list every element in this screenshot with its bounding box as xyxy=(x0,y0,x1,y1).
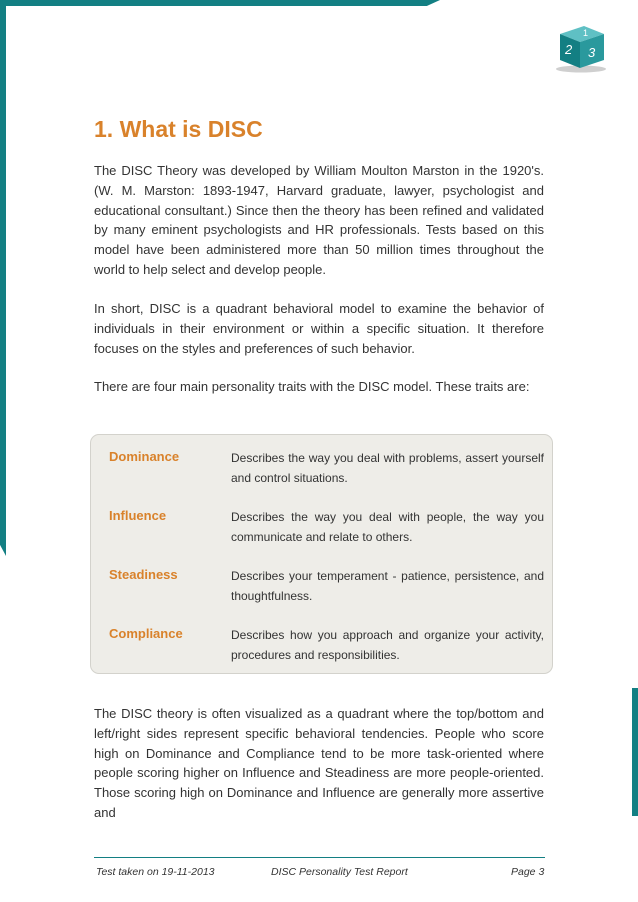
traits-intro-paragraph: There are four main personality traits with the DISC model. These traits are: xyxy=(94,379,530,394)
footer-test-date: Test taken on 19-11-2013 xyxy=(96,866,215,878)
dice-icon xyxy=(552,22,610,74)
footer-divider xyxy=(94,857,545,858)
trait-name: Compliance xyxy=(109,626,183,641)
trait-name: Influence xyxy=(109,508,167,523)
right-accent-bar xyxy=(632,688,638,816)
quadrant-paragraph: The DISC theory is often visualized as a quadrant where the top/bottom and left/right sides represent specific behavioral tendencies. People who score high on Dominance and Compliance tend to be more task-oriented where people scoring higher on Influence and Steadiness are more people-oriented. Those scoring high on Dominance and Influence are generally more assertive and xyxy=(94,706,544,820)
svg-text:1: 1 xyxy=(583,28,589,38)
svg-text:2: 2 xyxy=(565,42,573,57)
footer-report-title: DISC Personality Test Report xyxy=(271,866,408,878)
top-accent-bar xyxy=(0,0,440,6)
summary-paragraph: In short, DISC is a quadrant behavioral model to examine the behavior of individuals in their environment or within a specific situation. It therefore focuses on the styles and preferences of such behavior. xyxy=(94,301,544,356)
trait-description: Describes how you approach and organize your activity, procedures and responsibilities. xyxy=(231,628,544,662)
left-accent-bar xyxy=(0,0,6,556)
footer-page-number: Page 3 xyxy=(511,866,545,878)
intro-paragraph: The DISC Theory was developed by William Moulton Marston in the 1920's. (W. M. Marston: 1893-1947, Harvard graduate, lawyer, psychologist and educational consultant.) Since then the theory has been refined and validated by many eminent psychologists and HR professionals. Tests based on this model have been administered more than 50 million times throughout the world to help select and develop people. xyxy=(94,163,544,277)
trait-description: Describes the way you deal with problems, assert yourself and control situations. xyxy=(231,451,544,485)
traits-panel xyxy=(90,434,553,674)
trait-description: Describes the way you deal with people, the way you communicate and relate to others. xyxy=(231,510,544,544)
svg-text:3: 3 xyxy=(588,45,596,60)
trait-name: Steadiness xyxy=(109,567,178,582)
trait-description: Describes your temperament - patience, persistence, and thoughtfulness. xyxy=(231,569,544,603)
trait-name: Dominance xyxy=(109,449,180,464)
page-title: 1. What is DISC xyxy=(94,116,263,142)
